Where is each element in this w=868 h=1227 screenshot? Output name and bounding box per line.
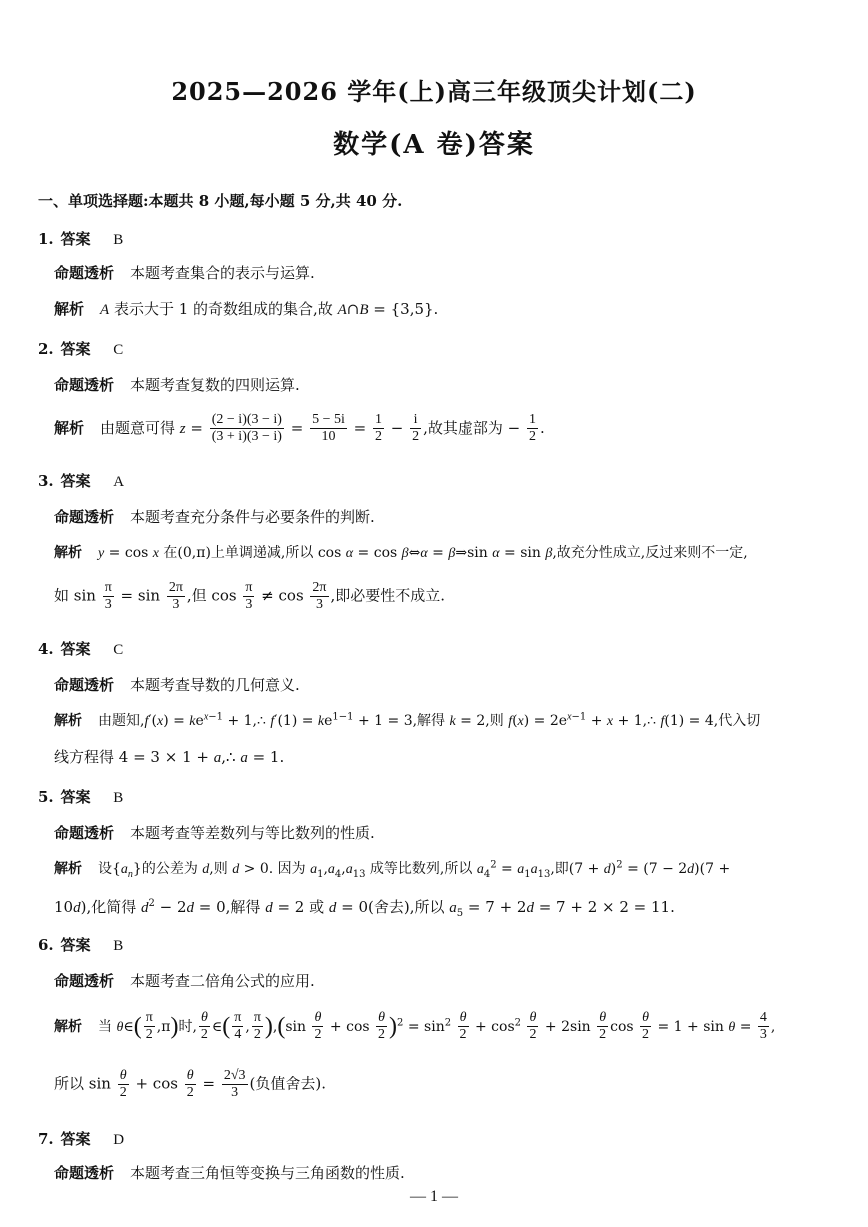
question-4-analysis	[54, 710, 760, 730]
question-6-intent	[54, 970, 315, 991]
answer-letter: D	[113, 1132, 125, 1148]
question-number: 7.	[38, 1130, 54, 1148]
analysis-text: A 表示大于 1 的奇数组成的集合,故 A∩B = {3,5}.	[100, 300, 439, 318]
question-1-answer	[38, 228, 123, 249]
section-heading: 一、单项选择题:本题共 8 小题,每小题 5 分,共 40 分.	[38, 192, 403, 210]
question-3-intent	[54, 506, 375, 527]
analysis-label: 解析	[54, 861, 82, 877]
answer-letter: A	[113, 474, 125, 490]
analysis-text: 由题意可得 z = $\frac{(2 - i)(3 - i)}{(3 + i)(3 - i)}$ = $\frac{5 - 5i}{10}$ = $\frac{1}{2}$ − $\frac{i}{2}$ ,故其虚部为 − $\frac{1}{2}$ .	[100, 412, 545, 444]
question-4-analysis-cont: 线方程得 4 = 3 × 1 + a,∴ a = 1.	[54, 748, 285, 766]
question-4-intent	[54, 674, 300, 695]
intent-label: 命题透析	[54, 376, 115, 394]
analysis-text: 由题知$,f'(x) = ke^{x-1}$ + 1,∴ $f'(1) = ke^{1-1} + 1 = 3$,解得 k = 2,则 $f(x) = 2e^{x-1} + x$ + 1,∴ f(1) = 4,代入切	[98, 711, 761, 729]
question-2-answer	[38, 338, 123, 359]
intent-label: 命题透析	[54, 972, 115, 990]
answer-label: 答案	[60, 1130, 91, 1148]
question-5-analysis-cont: 10d),化简得 $d^2 - 2d = 0$,解得 d = 2 或 d = 0(舍去),所以 $a_5 = 7 + 2d = 7 + 2 \times 2 = 11$.	[54, 898, 675, 919]
page-number: — 1 —	[410, 1188, 458, 1205]
answer-letter: B	[113, 232, 124, 248]
analysis-label: 解析	[54, 1018, 82, 1035]
question-3-analysis	[54, 542, 748, 562]
question-1-intent	[54, 262, 315, 283]
analysis-text: 设$\{a_n\}$的公差为 d,则 d > 0. 因为 $a_1,a_4,a_{13}$ 成等比数列,所以 $a_4^2 = a_1a_{13}$,即$(7 + d)^2 = (7 - 2d)(7$ +	[98, 859, 731, 880]
page-title: 2025—2026 学年(上)高三年级顶尖计划(二)	[171, 77, 697, 106]
intent-label: 命题透析	[54, 508, 115, 526]
question-4-answer	[38, 638, 123, 659]
question-5-answer	[38, 786, 123, 807]
intent-text: 本题考查充分条件与必要条件的判断.	[130, 508, 375, 526]
question-6-analysis-cont: 所以 sin $\frac{\theta}{2}$ + cos $\frac{\theta}{2}$ = $\frac{2√3}{3}$ (负值舍去).	[54, 1068, 326, 1100]
question-3-answer	[38, 470, 124, 491]
intent-label: 命题透析	[54, 824, 115, 842]
question-number: 4.	[38, 640, 54, 658]
answer-label: 答案	[60, 472, 91, 490]
intent-text: 本题考查二倍角公式的应用.	[130, 972, 315, 990]
answer-letter: B	[113, 938, 124, 954]
analysis-label: 解析	[54, 545, 82, 561]
answer-letter: C	[113, 342, 124, 358]
intent-text: 本题考查导数的几何意义.	[130, 676, 300, 694]
answer-label: 答案	[60, 936, 91, 954]
analysis-label: 解析	[54, 418, 85, 437]
answer-letter: B	[113, 790, 124, 806]
analysis-label: 解析	[54, 713, 82, 729]
intent-text: 本题考查三角恒等变换与三角函数的性质.	[130, 1164, 405, 1182]
question-number: 2.	[38, 340, 54, 358]
question-7-answer	[38, 1128, 124, 1149]
answer-label: 答案	[60, 340, 91, 358]
question-2-intent	[54, 374, 300, 395]
intent-text: 本题考查复数的四则运算.	[130, 376, 300, 394]
answer-label: 答案	[60, 640, 91, 658]
question-3-analysis-cont: 如 sin $\frac{\pi}{3}$ = sin $\frac{2\pi}{3}$ ,但 cos $\frac{\pi}{3}$ ≠ cos $\frac{2\pi}{3}$ ,即必要性不成立.	[54, 580, 446, 612]
intent-label: 命题透析	[54, 1164, 115, 1182]
intent-text: 本题考查等差数列与等比数列的性质.	[130, 824, 375, 842]
intent-label: 命题透析	[54, 676, 115, 694]
question-7-intent	[54, 1162, 405, 1183]
answer-letter: C	[113, 642, 124, 658]
question-number: 3.	[38, 472, 54, 490]
analysis-text: y = cos x 在(0,π)上单调递减,所以 cos α = cos β⇔α = β⇒sin α = sin β,故充分性成立,反过来则不一定,	[98, 545, 748, 561]
question-5-analysis	[54, 858, 730, 880]
question-1-analysis	[54, 298, 438, 319]
question-number: 6.	[38, 936, 54, 954]
analysis-text: 当 θ∈( $\frac{\pi}{2}$ ,π)时, $\frac{\theta}{2}$ ∈( $\frac{\pi}{4}$ , $\frac{\pi}{2}$ ),(sin $\frac{\theta}{2}$ + cos $\frac{\theta}{2}$ )$^2 = \sin^2$ $\frac{\theta}{2}$ + $\cos^2$ $\frac{\theta}{2}$ + 2sin $\frac{\theta}{2}$ cos $\frac{\theta}{2}$ = 1 + sin θ = $\frac{4}{3}$ ,	[98, 1010, 776, 1042]
question-number: 1.	[38, 230, 54, 248]
intent-text: 本题考查集合的表示与运算.	[130, 264, 315, 282]
question-2-analysis	[54, 412, 545, 445]
analysis-label: 解析	[54, 300, 85, 318]
question-6-analysis	[54, 1010, 775, 1043]
question-number: 5.	[38, 788, 54, 806]
question-5-intent	[54, 822, 375, 843]
answer-label: 答案	[60, 788, 91, 806]
intent-label: 命题透析	[54, 264, 115, 282]
question-6-answer	[38, 934, 123, 955]
page-subtitle: 数学(A 卷)答案	[333, 130, 535, 160]
answer-label: 答案	[60, 230, 91, 248]
